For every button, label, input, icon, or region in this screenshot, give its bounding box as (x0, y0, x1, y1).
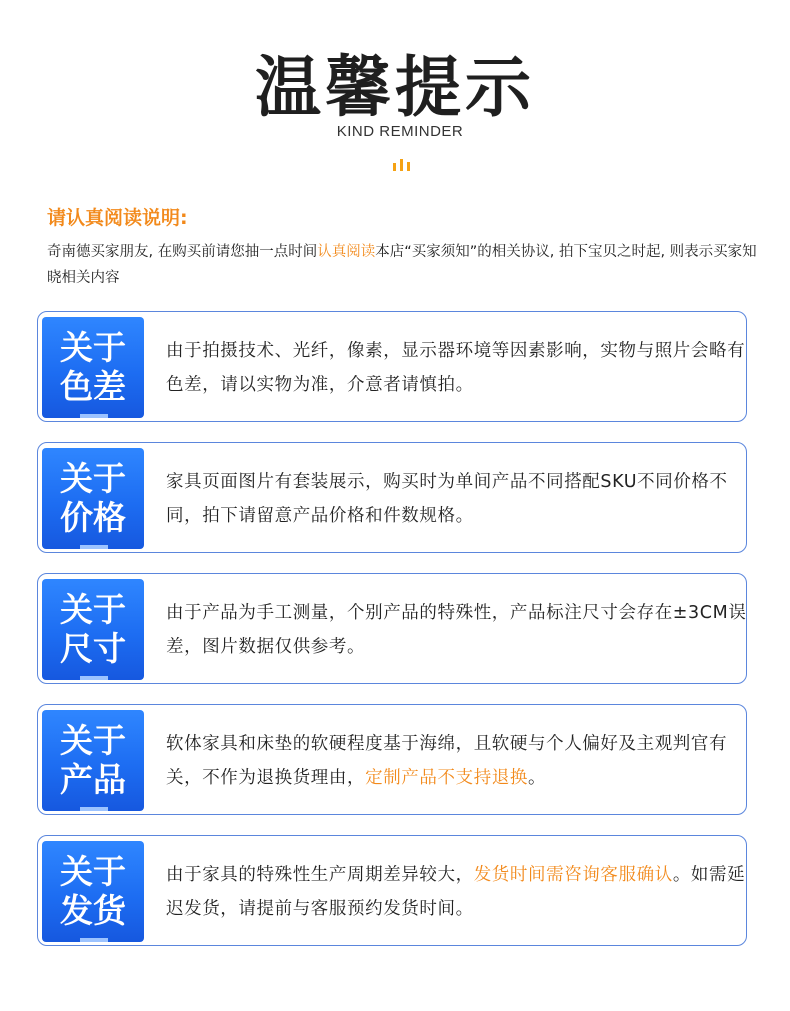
page-subtitle: KIND REMINDER (336, 123, 464, 140)
badge-line2: 价格 (60, 498, 126, 537)
card-text-main: 由于拍摄技术、光纤，像素，显示器环境等因素影响，实物与照片会略有色差，请以实物为准，介意者请慎拍。 (166, 341, 746, 395)
badge-line1: 关于 (60, 721, 126, 760)
card-text-highlight: 发货时间需咨询客服确认 (473, 865, 673, 885)
notice-text (47, 239, 767, 291)
card-text-highlight: 定制产品不支持退换 (365, 768, 529, 788)
badge-line2: 色差 (60, 367, 126, 406)
badge-bar (80, 414, 108, 418)
card-badge (42, 579, 144, 680)
badge-line2: 尺寸 (60, 629, 126, 668)
card-badge (42, 841, 144, 942)
notice-text-after: 本店“买家须知”的相关协议, 拍下宝贝之时起, 则表示买家知晓相关内容 (47, 244, 757, 286)
badge-line1: 关于 (60, 328, 126, 367)
card-text (166, 858, 750, 926)
card-text (166, 334, 750, 402)
card-text-main: 由于家具的特殊性生产周期差异较大， (166, 865, 474, 885)
card-color-difference (37, 311, 747, 422)
card-text-after: 。如需延迟发货，请提前与客服预约发货时间。 (166, 865, 746, 919)
badge-bar (80, 807, 108, 811)
card-text-main: 家具页面图片有套装展示，购买时为单间产品不同搭配SKU不同价格不同，拍下请留意产品价格和件数规格。 (166, 472, 728, 526)
badge-bar (80, 676, 108, 680)
card-size (37, 573, 747, 684)
badge-bar (80, 938, 108, 942)
card-text-main: 软体家具和床垫的软硬程度基于海绵，且软硬与个人偏好及主观判官有关，不作为退换货理由， (166, 734, 728, 788)
badge-bar (80, 545, 108, 549)
badge-line2: 产品 (60, 760, 126, 799)
card-price (37, 442, 747, 553)
badge-line1: 关于 (60, 590, 126, 629)
page-title: 温馨提示 (255, 49, 535, 126)
card-badge (42, 448, 144, 549)
badge-line1: 关于 (60, 459, 126, 498)
card-badge (42, 317, 144, 418)
badge-line1: 关于 (60, 852, 126, 891)
notice-highlight: 认真阅读 (317, 244, 376, 260)
card-product (37, 704, 747, 815)
card-shipping (37, 835, 747, 946)
notice-heading: 请认真阅读说明: (47, 207, 188, 229)
card-text (166, 465, 750, 533)
badge-line2: 发货 (60, 891, 126, 930)
card-text-main: 由于产品为手工测量，个别产品的特殊性，产品标注尺寸会存在±3CM误差，图片数据仅供参考。 (166, 603, 747, 657)
card-text (166, 596, 750, 664)
card-text (166, 727, 750, 795)
card-text-after: 。 (528, 768, 547, 788)
decorative-bars-icon (392, 157, 412, 171)
notice-text-before: 奇南德买家朋友, 在购买前请您抽一点时间 (47, 244, 318, 260)
card-badge (42, 710, 144, 811)
